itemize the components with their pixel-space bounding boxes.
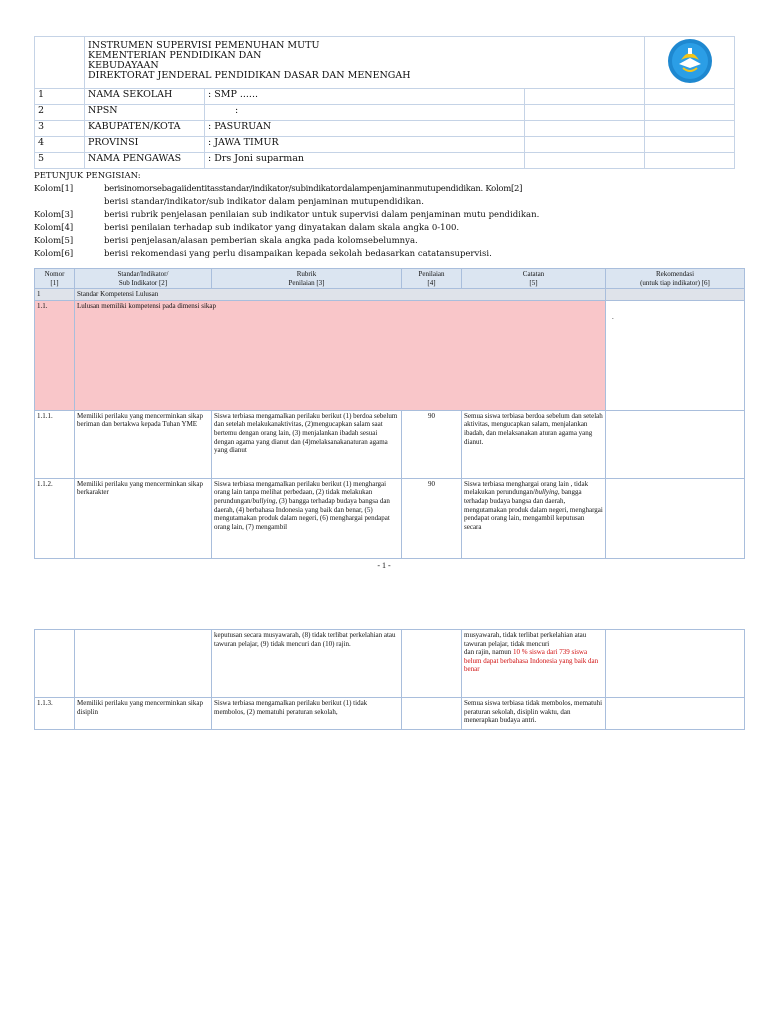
table-header-row: Nomor [1] Standar/Indikator/ Sub Indikator [2] Rubrik Penilaian [3] Penilaian [4] Catatan [5] Rekomendasi (untuk tiap indikator) [6] <box>35 269 745 289</box>
title-line: DIREKTORAT JENDERAL PENDIDIKAN DASAR DAN MENENGAH <box>88 70 411 81</box>
instruction-line: Kolom[4] berisi penilaian terhadap sub indikator yang dinyatakan dalam skala angka 0-100. <box>34 223 460 233</box>
instruction-line: Kolom[3] berisi rubrik penjelasan penilaian sub indikator untuk supervisi dalam penjaminan mutu pendidikan. <box>34 210 540 220</box>
standard-row: 1 Standar Kompetensi Lulusan <box>35 289 745 301</box>
info-row: 1 NAMA SEKOLAH : SMP ...... <box>35 89 735 105</box>
info-row: 5 NAMA PENGAWAS : Drs Joni suparman <box>35 153 735 169</box>
supervision-table <box>34 268 745 559</box>
instructions-title: PETUNJUK PENGISIAN: <box>34 171 141 181</box>
info-row: 2 NPSN : <box>35 105 735 121</box>
info-row: 4 PROVINSI : JAWA TIMUR <box>35 137 735 153</box>
instructions <box>34 170 734 261</box>
document-title <box>85 37 645 89</box>
title-line: KEMENTERIAN PENDIDIKAN DAN <box>88 50 262 61</box>
title-line: KEBUDAYAAN <box>88 60 159 71</box>
instruction-line: berisi standar/indikator/sub indikator dalam penjaminan mutupendidikan. <box>104 197 424 207</box>
info-row: 3 KABUPATEN/KOTA : PASURUAN <box>35 121 735 137</box>
page-number: - 1 - <box>377 561 391 570</box>
kemdikbud-logo <box>667 38 713 84</box>
table-row: 1.1.2. Memiliki perilaku yang mencerminkan sikap berkarakter Siswa terbiasa mengamalkan perilaku berikut (1) menghargai orang lain tanpa melihat perbedaan, (2) tidak melakukan perundungan/bullying, (3) bangga terhadap budaya bangsa dan daerah, (4) berbahasa Indonesia yang baik dan benar, (5) mengutamakan produk dalam negeri, (6) menghargai pendapat orang lain, (7) mengambil 90 Siswa terbiasa menghargai orang lain , tidak melakukan perundungan/bullying, bangga terhadap budaya bangsa dan daerah, mengutamakan produk dalam negeri, menghargai pendapat orang lain, mengambil keputusan secara <box>35 478 745 558</box>
instruction-line: Kolom[5] berisi penjelasan/alasan pemberian skala angka pada kolomsebelumnya. <box>34 236 418 246</box>
table-row: keputusan secara musyawarah, (8) tidak terlibat perkelahian atau tawuran pelajar, (9) tidak mencuri dan (10) rajin. musyawarah, tidak terlibat perkelahian atau tawuran pelajar, tidak mencuri dan rajin, namun 10 % siswa dari 739 siswa belum dapat berbahasa Indonesia yang baik dan benar <box>35 630 745 698</box>
header-table <box>34 36 735 169</box>
logo-cell <box>645 37 735 89</box>
instruction-line: Kolom[1] berisinomorsebagaiidentitasstandar/indikator/subindikatordalampenjaminanmutupendidikan. Kolom[2] <box>34 184 523 194</box>
indicator-row: 1.1. Lulusan memiliki kompetensi pada dimensi sikap . <box>35 300 745 410</box>
table-row: 1.1.1. Memiliki perilaku yang mencerminkan sikap beriman dan bertakwa kepada Tuhan YME Siswa terbiasa mengamalkan perilaku berikut (1) berdoa sebelum dan setelah melakukanaktivitas, (2)mengucapkan salam saat bertemu dengan orang lain, (3) menjalankan ibadah sesuai dengan agama yang dianut dan (4)melaksanakanaturan agama yang dianut 90 Semua siswa terbiasa berdoa sebelum dan setelah aktivitas, mengucapkan salam, menjalankan ibadah, dan melaksanakan aturan agama yang dianut. <box>35 410 745 478</box>
title-line: INSTRUMEN SUPERVISI PEMENUHAN MUTU <box>88 40 320 51</box>
instruction-line: Kolom[6] berisi rekomendasi yang perlu disampaikan kepada sekolah bedasarkan catatansupervisi. <box>34 249 492 259</box>
table-row: 1.1.3. Memiliki perilaku yang mencerminkan sikap disiplin Siswa terbiasa mengamalkan perilaku berikut (1) tidak membolos, (2) mematuhi peraturan sekolah, Semua siswa terbiasa tidak membolos, mematuhi peraturan sekolah, disiplin waktu, dan menerapkan budaya antri. <box>35 698 745 730</box>
supervision-table-continued <box>34 629 745 730</box>
